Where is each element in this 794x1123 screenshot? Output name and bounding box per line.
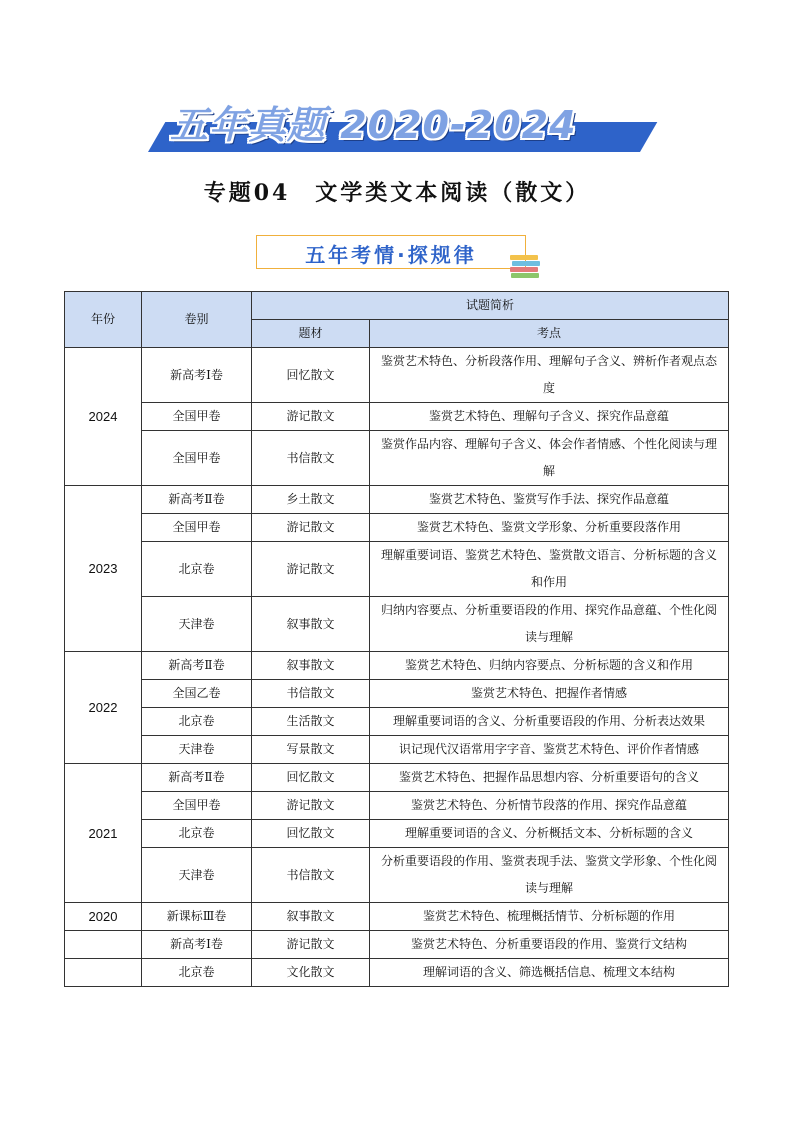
points-cell: 理解重要词语、鉴赏艺术特色、鉴赏散文语言、分析标题的含义和作用 [370, 542, 729, 597]
year-cell: 2021 [65, 764, 142, 903]
year-cell: 2023 [65, 486, 142, 652]
material-cell: 游记散文 [252, 792, 370, 820]
table-row [65, 431, 729, 486]
points-cell: 鉴赏艺术特色、把握作者情感 [370, 680, 729, 708]
points-cell: 鉴赏艺术特色、分析重要语段的作用、鉴赏行文结构 [370, 931, 729, 959]
paper-cell: 全国甲卷 [142, 514, 252, 542]
material-cell: 书信散文 [252, 431, 370, 486]
points-cell: 归纳内容要点、分析重要语段的作用、探究作品意蕴、个性化阅读与理解 [370, 597, 729, 652]
material-cell: 乡土散文 [252, 486, 370, 514]
table-row [65, 403, 729, 431]
material-cell: 回忆散文 [252, 348, 370, 403]
points-cell: 识记现代汉语常用字字音、鉴赏艺术特色、评价作者情感 [370, 736, 729, 764]
header-analysis: 试题简析 [252, 292, 729, 320]
material-cell: 书信散文 [252, 680, 370, 708]
material-cell: 书信散文 [252, 848, 370, 903]
points-cell: 理解重要词语的含义、分析概括文本、分析标题的含义 [370, 820, 729, 848]
paper-cell: 天津卷 [142, 848, 252, 903]
table-row [65, 959, 729, 987]
paper-cell: 天津卷 [142, 736, 252, 764]
points-cell: 分析重要语段的作用、鉴赏表现手法、鉴赏文学形象、个性化阅读与理解 [370, 848, 729, 903]
material-cell: 游记散文 [252, 931, 370, 959]
material-cell: 叙事散文 [252, 903, 370, 931]
material-cell: 游记散文 [252, 542, 370, 597]
material-cell: 回忆散文 [252, 764, 370, 792]
books-icon [510, 255, 540, 277]
year-cell [65, 959, 142, 987]
points-cell: 鉴赏艺术特色、分析情节段落的作用、探究作品意蕴 [370, 792, 729, 820]
points-cell: 鉴赏艺术特色、归纳内容要点、分析标题的含义和作用 [370, 652, 729, 680]
table-row [65, 848, 729, 903]
table-row [65, 764, 729, 792]
table-row [65, 736, 729, 764]
points-cell: 鉴赏艺术特色、鉴赏文学形象、分析重要段落作用 [370, 514, 729, 542]
paper-cell: 全国甲卷 [142, 403, 252, 431]
material-cell: 文化散文 [252, 959, 370, 987]
table-row [65, 542, 729, 597]
points-cell: 理解词语的含义、筛选概括信息、梳理文本结构 [370, 959, 729, 987]
table-row [65, 820, 729, 848]
table-row [65, 708, 729, 736]
paper-cell: 北京卷 [142, 820, 252, 848]
paper-cell: 北京卷 [142, 542, 252, 597]
paper-cell: 全国甲卷 [142, 431, 252, 486]
section-tag-label: 五年考情·探规律 [305, 243, 477, 267]
year-cell: 2022 [65, 652, 142, 764]
material-cell: 回忆散文 [252, 820, 370, 848]
points-cell: 鉴赏艺术特色、把握作品思想内容、分析重要语句的含义 [370, 764, 729, 792]
paper-cell: 北京卷 [142, 959, 252, 987]
points-cell: 鉴赏艺术特色、梳理概括情节、分析标题的作用 [370, 903, 729, 931]
paper-cell: 天津卷 [142, 597, 252, 652]
page-subtitle: 专题04 文学类文本阅读（散文） [203, 180, 591, 206]
table-row [65, 680, 729, 708]
table-row [65, 652, 729, 680]
points-cell: 鉴赏作品内容、理解句子含义、体会作者情感、个性化阅读与理解 [370, 431, 729, 486]
paper-cell: 新高考Ⅱ卷 [142, 486, 252, 514]
exam-analysis-table [64, 291, 729, 987]
year-cell [65, 931, 142, 959]
paper-cell: 新高考Ⅱ卷 [142, 652, 252, 680]
paper-cell: 新课标Ⅲ卷 [142, 903, 252, 931]
paper-cell: 新高考Ⅰ卷 [142, 348, 252, 403]
table-row [65, 792, 729, 820]
table-row [65, 597, 729, 652]
table-row [65, 486, 729, 514]
year-cell: 2024 [65, 348, 142, 486]
paper-cell: 北京卷 [142, 708, 252, 736]
header-points: 考点 [370, 320, 729, 348]
paper-cell: 新高考Ⅱ卷 [142, 764, 252, 792]
material-cell: 游记散文 [252, 514, 370, 542]
paper-cell: 全国甲卷 [142, 792, 252, 820]
table-row [65, 931, 729, 959]
title-banner [148, 92, 640, 154]
section-tag [256, 235, 526, 269]
table-row [65, 514, 729, 542]
points-cell: 鉴赏艺术特色、分析段落作用、理解句子含义、辨析作者观点态度 [370, 348, 729, 403]
header-year: 年份 [65, 292, 142, 348]
material-cell: 叙事散文 [252, 597, 370, 652]
paper-cell: 新高考Ⅰ卷 [142, 931, 252, 959]
paper-cell: 全国乙卷 [142, 680, 252, 708]
header-material: 题材 [252, 320, 370, 348]
table-body [65, 348, 729, 987]
material-cell: 生活散文 [252, 708, 370, 736]
header-paper: 卷别 [142, 292, 252, 348]
table-row [65, 903, 729, 931]
points-cell: 理解重要词语的含义、分析重要语段的作用、分析表达效果 [370, 708, 729, 736]
material-cell: 叙事散文 [252, 652, 370, 680]
material-cell: 写景散文 [252, 736, 370, 764]
material-cell: 游记散文 [252, 403, 370, 431]
points-cell: 鉴赏艺术特色、理解句子含义、探究作品意蕴 [370, 403, 729, 431]
year-cell: 2020 [65, 903, 142, 931]
points-cell: 鉴赏艺术特色、鉴赏写作手法、探究作品意蕴 [370, 486, 729, 514]
banner-title: 五年真题 2020-2024 [170, 103, 577, 147]
table-row [65, 348, 729, 403]
